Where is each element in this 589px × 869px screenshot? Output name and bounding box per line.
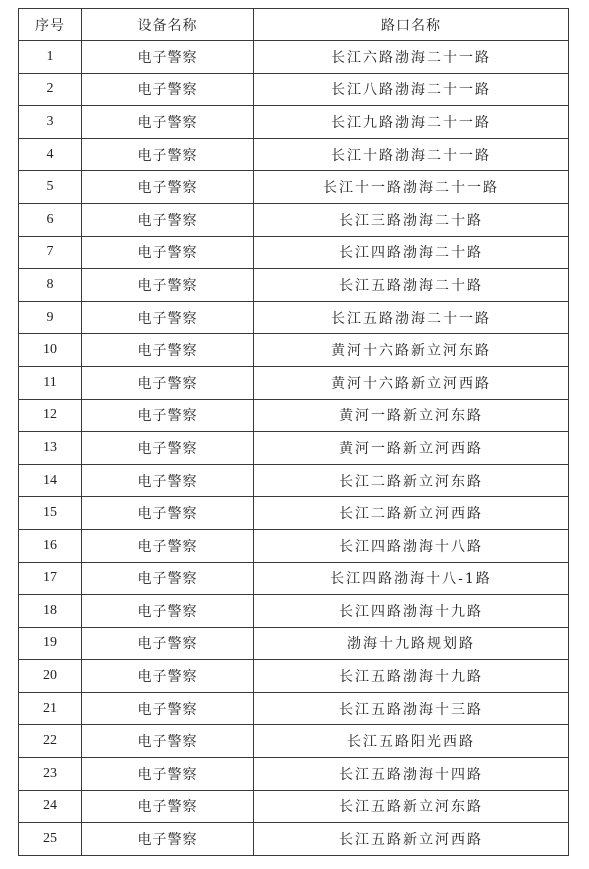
row-index: 16 xyxy=(19,529,82,562)
row-device-name: 电子警察 xyxy=(82,73,254,106)
row-index: 22 xyxy=(19,725,82,758)
row-device-name: 电子警察 xyxy=(82,660,254,693)
row-index: 24 xyxy=(19,790,82,823)
row-device-name: 电子警察 xyxy=(82,627,254,660)
table-row xyxy=(19,790,569,823)
row-device-name: 电子警察 xyxy=(82,823,254,856)
row-index: 6 xyxy=(19,203,82,236)
table-row xyxy=(19,203,569,236)
table-row xyxy=(19,236,569,269)
row-intersection-name: 长江四路渤海二十路 xyxy=(254,236,569,269)
row-intersection-name: 长江四路渤海十八-1路 xyxy=(254,562,569,595)
row-index: 9 xyxy=(19,301,82,334)
row-intersection-name: 渤海十九路规划路 xyxy=(254,627,569,660)
row-device-name: 电子警察 xyxy=(82,334,254,367)
row-index: 11 xyxy=(19,366,82,399)
row-intersection-name: 长江五路渤海二十一路 xyxy=(254,301,569,334)
table-row xyxy=(19,497,569,530)
row-device-name: 电子警察 xyxy=(82,529,254,562)
table-row xyxy=(19,138,569,171)
row-intersection-name: 长江二路新立河西路 xyxy=(254,497,569,530)
row-intersection-name: 长江五路渤海十三路 xyxy=(254,692,569,725)
row-device-name: 电子警察 xyxy=(82,138,254,171)
table-row xyxy=(19,823,569,856)
row-index: 8 xyxy=(19,269,82,302)
table-row xyxy=(19,432,569,465)
table-row xyxy=(19,529,569,562)
row-index: 13 xyxy=(19,432,82,465)
row-intersection-name: 黄河十六路新立河东路 xyxy=(254,334,569,367)
row-index: 5 xyxy=(19,171,82,204)
table-row xyxy=(19,464,569,497)
row-intersection-name: 黄河一路新立河东路 xyxy=(254,399,569,432)
row-intersection-name: 黄河十六路新立河西路 xyxy=(254,366,569,399)
header-index: 序号 xyxy=(19,9,82,41)
row-device-name: 电子警察 xyxy=(82,106,254,139)
row-index: 25 xyxy=(19,823,82,856)
table-row xyxy=(19,73,569,106)
row-intersection-name: 长江二路新立河东路 xyxy=(254,464,569,497)
row-intersection-name: 长江十一路渤海二十一路 xyxy=(254,171,569,204)
row-intersection-name: 长江十路渤海二十一路 xyxy=(254,138,569,171)
row-intersection-name: 长江五路渤海二十路 xyxy=(254,269,569,302)
table-row xyxy=(19,758,569,791)
row-intersection-name: 长江五路渤海十九路 xyxy=(254,660,569,693)
header-row xyxy=(19,9,569,41)
row-intersection-name: 长江五路渤海十四路 xyxy=(254,758,569,791)
row-intersection-name: 长江四路渤海十八路 xyxy=(254,529,569,562)
table-row xyxy=(19,627,569,660)
intersection-device-table xyxy=(18,8,569,856)
table-row xyxy=(19,660,569,693)
row-index: 12 xyxy=(19,399,82,432)
table-row xyxy=(19,562,569,595)
row-device-name: 电子警察 xyxy=(82,692,254,725)
header-device-name: 设备名称 xyxy=(82,9,254,41)
row-intersection-name: 长江八路渤海二十一路 xyxy=(254,73,569,106)
row-device-name: 电子警察 xyxy=(82,562,254,595)
table-row xyxy=(19,301,569,334)
row-index: 14 xyxy=(19,464,82,497)
row-device-name: 电子警察 xyxy=(82,595,254,628)
row-device-name: 电子警察 xyxy=(82,171,254,204)
row-intersection-name: 黄河一路新立河西路 xyxy=(254,432,569,465)
row-intersection-name: 长江五路新立河西路 xyxy=(254,823,569,856)
row-device-name: 电子警察 xyxy=(82,269,254,302)
row-device-name: 电子警察 xyxy=(82,301,254,334)
row-index: 10 xyxy=(19,334,82,367)
row-index: 4 xyxy=(19,138,82,171)
row-index: 15 xyxy=(19,497,82,530)
row-index: 21 xyxy=(19,692,82,725)
row-index: 1 xyxy=(19,41,82,74)
table-header xyxy=(19,9,569,41)
row-index: 20 xyxy=(19,660,82,693)
row-intersection-name: 长江三路渤海二十路 xyxy=(254,203,569,236)
row-index: 19 xyxy=(19,627,82,660)
table-row xyxy=(19,725,569,758)
table-row xyxy=(19,366,569,399)
row-device-name: 电子警察 xyxy=(82,758,254,791)
table-row xyxy=(19,595,569,628)
row-index: 7 xyxy=(19,236,82,269)
table-row xyxy=(19,692,569,725)
row-index: 23 xyxy=(19,758,82,791)
row-device-name: 电子警察 xyxy=(82,432,254,465)
row-index: 18 xyxy=(19,595,82,628)
row-device-name: 电子警察 xyxy=(82,725,254,758)
row-intersection-name: 长江六路渤海二十一路 xyxy=(254,41,569,74)
row-device-name: 电子警察 xyxy=(82,399,254,432)
row-intersection-name: 长江五路新立河东路 xyxy=(254,790,569,823)
row-device-name: 电子警察 xyxy=(82,790,254,823)
row-intersection-name: 长江四路渤海十九路 xyxy=(254,595,569,628)
table-row xyxy=(19,399,569,432)
row-index: 17 xyxy=(19,562,82,595)
table-row xyxy=(19,334,569,367)
row-intersection-name: 长江九路渤海二十一路 xyxy=(254,106,569,139)
row-device-name: 电子警察 xyxy=(82,41,254,74)
row-intersection-name: 长江五路阳光西路 xyxy=(254,725,569,758)
row-device-name: 电子警察 xyxy=(82,497,254,530)
row-index: 3 xyxy=(19,106,82,139)
header-intersection-name: 路口名称 xyxy=(254,9,569,41)
row-device-name: 电子警察 xyxy=(82,464,254,497)
row-device-name: 电子警察 xyxy=(82,236,254,269)
table-row xyxy=(19,106,569,139)
table-row xyxy=(19,171,569,204)
row-index: 2 xyxy=(19,73,82,106)
row-device-name: 电子警察 xyxy=(82,366,254,399)
row-device-name: 电子警察 xyxy=(82,203,254,236)
table-row xyxy=(19,41,569,74)
table-row xyxy=(19,269,569,302)
table-body xyxy=(19,41,569,856)
